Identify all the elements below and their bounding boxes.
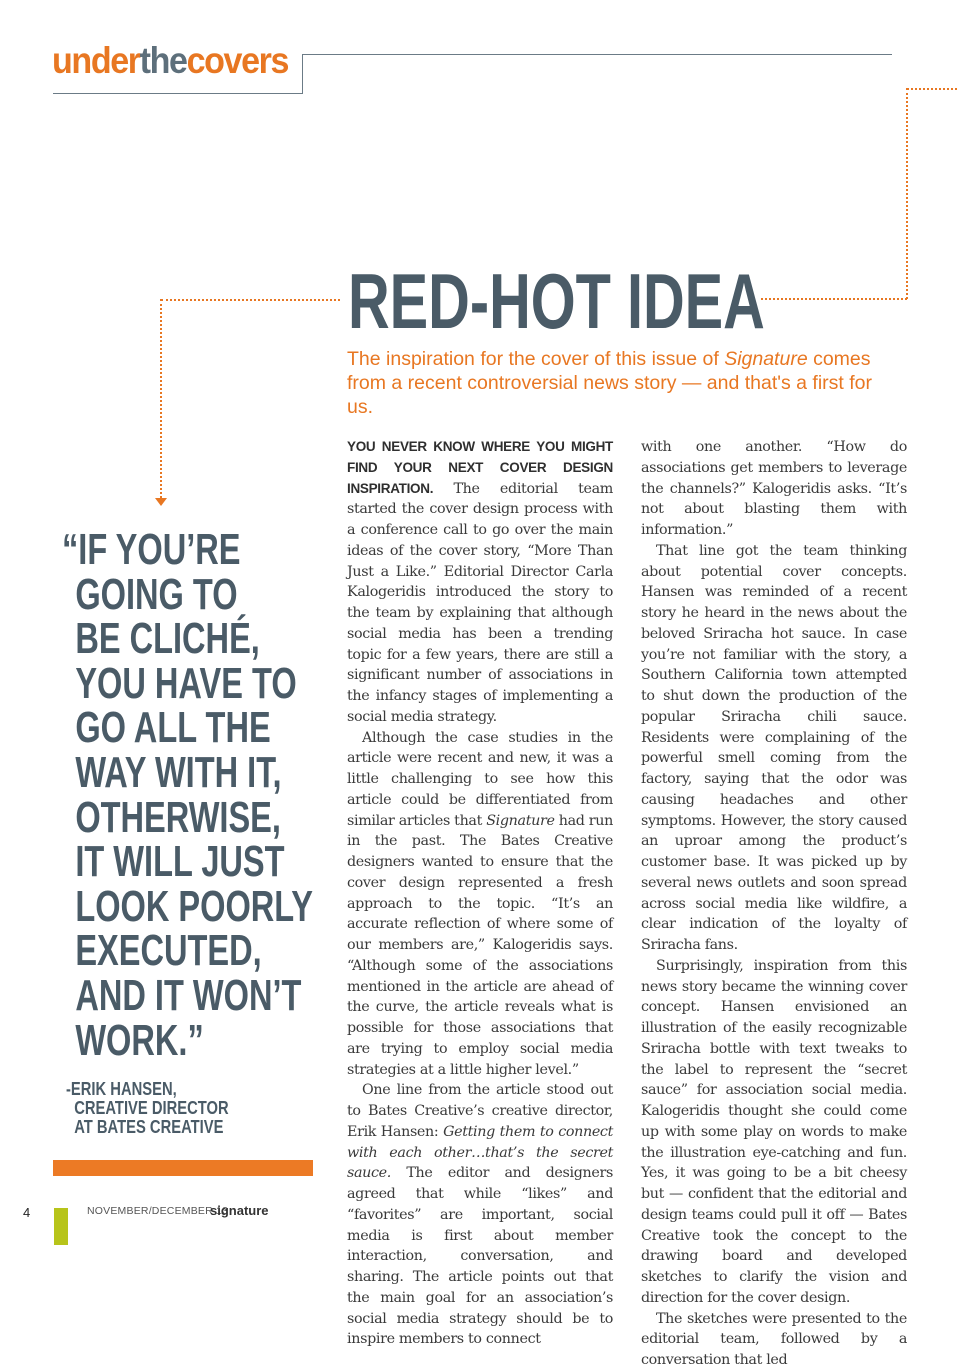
header-rule <box>302 54 892 55</box>
pull-quote-line: LOOK POORLY <box>75 881 313 931</box>
body-paragraph: with one another. “How do associations get members to leverage the channels?” Kalogeridis asks. “It’s not about blasting them with information.” <box>641 439 907 538</box>
pull-quote-line: OTHERWISE, <box>75 792 281 842</box>
body-paragraph <box>347 1080 613 1350</box>
body-paragraph <box>347 728 613 1081</box>
page-number: 4 <box>23 1205 31 1220</box>
body-column-1 <box>347 437 613 1350</box>
paragraph-text: One line from the article stood out to Bates Creative’s creative director, Erik Hansen: <box>347 1082 613 1140</box>
pull-quote-line: IT WILL JUST <box>75 837 285 887</box>
italic-quote: Getting them to connect with each other…that’s the secret sauce. <box>347 1123 613 1182</box>
arrow-down-icon <box>155 498 167 506</box>
pull-quote-attribution <box>66 1080 229 1137</box>
dotted-connector-right <box>906 88 908 299</box>
paragraph-text: The editorial team started the cover design process with a conference call to go over the main ideas of the cover story, “More Than Just a Like.” Editorial Director Carla Kalogeridis introduced the story to the team by explaining that although social media has been a trending topic for a few years, there are still a significant number of associations in the infancy stages of implementing a social media strategy. <box>347 480 613 725</box>
dotted-connector-headline-left <box>161 299 340 301</box>
deck-magazine-name: Signature <box>724 348 808 370</box>
deck-text-end: comes from a recent controversial news story — and that's a first for us. <box>347 348 873 418</box>
pull-quote-line: “IF YOU’RE <box>62 525 241 574</box>
body-paragraph: The sketches were presented to the editorial team, followed by a conversation that led <box>641 1310 907 1368</box>
issue-date: NOVEMBER/DECEMBER 13 <box>87 1205 229 1217</box>
section-title-part-covers: covers <box>186 40 289 81</box>
pull-quote <box>62 525 313 1065</box>
pull-quote-line: EXECUTED, <box>75 926 262 976</box>
header-divider <box>302 54 303 93</box>
deck-text-start: The inspiration for the cover of this issue of <box>347 348 725 370</box>
section-title <box>52 42 288 79</box>
attribution-line: -ERIK HANSEN, <box>66 1079 177 1099</box>
attribution-line: AT BATES CREATIVE <box>74 1117 224 1137</box>
magazine-name: Signature <box>486 812 555 829</box>
dotted-connector-top <box>907 88 957 90</box>
lead-in: YOU NEVER KNOW WHERE YOU MIGHT FIND YOUR NEXT COVER DESIGN INSPIRATION. <box>347 439 613 496</box>
attribution-line: CREATIVE DIRECTOR <box>74 1098 229 1118</box>
headline: RED-HOT IDEA <box>348 257 765 345</box>
pull-quote-line: WORK.” <box>75 1015 204 1065</box>
pull-quote-line: AND IT WON’T <box>75 970 302 1020</box>
paragraph-text: The editor and designers agreed that while “likes” and “favorites” are important, social media is first about member interaction, conversation, and sharing. The article points out that the main goal for an association’s social media strategy should be to inspire members to connect <box>347 1165 613 1348</box>
pull-quote-line: BE CLICHÉ, <box>75 614 260 664</box>
orange-accent-bar <box>53 1160 313 1176</box>
magazine-name-footer: signature <box>210 1203 269 1218</box>
body-paragraph: That line got the team thinking about potential cover concepts. Hansen was reminded of a recent story he heard in the news about the beloved Sriracha hot sauce. In case you’re not familiar with the story, a Southern California town attempted to shut down the production of the popular Sriracha chili sauce. Residents were complaining of the powerful smell coming from the factory, saying that the odor was causing headaches and other symptoms. However, the story caused an uproar among the product’s customer base. It was picked up by several news outlets and soon spread across social media like wildfire, a clear indication of the loyalty of Sriracha fans. <box>641 542 907 953</box>
header-underline <box>53 93 303 94</box>
pull-quote-line: GOING TO <box>75 569 238 619</box>
deck <box>347 347 887 419</box>
body-paragraph: Surprisingly, inspiration from this news story became the winning cover concept. Hansen envisioned an illustration of the easily recognizable Sriracha bottle with text tweaks to the label to represent the “secret sauce” for association social media. Kalogeridis thought she could come up with some play on words to make the illustration eye-catching and fun. Yes, it was going to be a bit cheesy but — confident that the editorial and design teams could pull it off — Bates Creative took the concept to the drawing board and developed sketches to clarify the vision and direction for the cover design. <box>641 957 907 1306</box>
paragraph-text: had run in the past. The Bates Creative designers wanted to ensure that the cover design represented a fresh approach to the topic. “It’s an accurate reflection of where some of our members are,” Kalogeridis says. “Although some of the associations mentioned in the article are ahead of the curve, the article reveals what is possible for those associations that are trying to employ social media strategies at a little higher level.” <box>347 812 613 1078</box>
section-title-part-the: the <box>139 40 187 81</box>
body-paragraph <box>347 437 613 728</box>
body-column-2 <box>641 437 907 1371</box>
pull-quote-line: YOU HAVE TO <box>75 658 297 708</box>
green-accent-bar <box>54 1208 68 1245</box>
dotted-connector-left <box>160 299 162 498</box>
pull-quote-line: WAY WITH IT, <box>75 747 282 797</box>
pull-quote-line: GO ALL THE <box>75 703 271 753</box>
dotted-connector-headline-right <box>761 298 907 300</box>
section-title-part-under: under <box>52 40 140 81</box>
paragraph-text: Although the case studies in the article were recent and new, it was a little challenging to see how this article could be differentiated from similar articles that <box>347 729 613 829</box>
